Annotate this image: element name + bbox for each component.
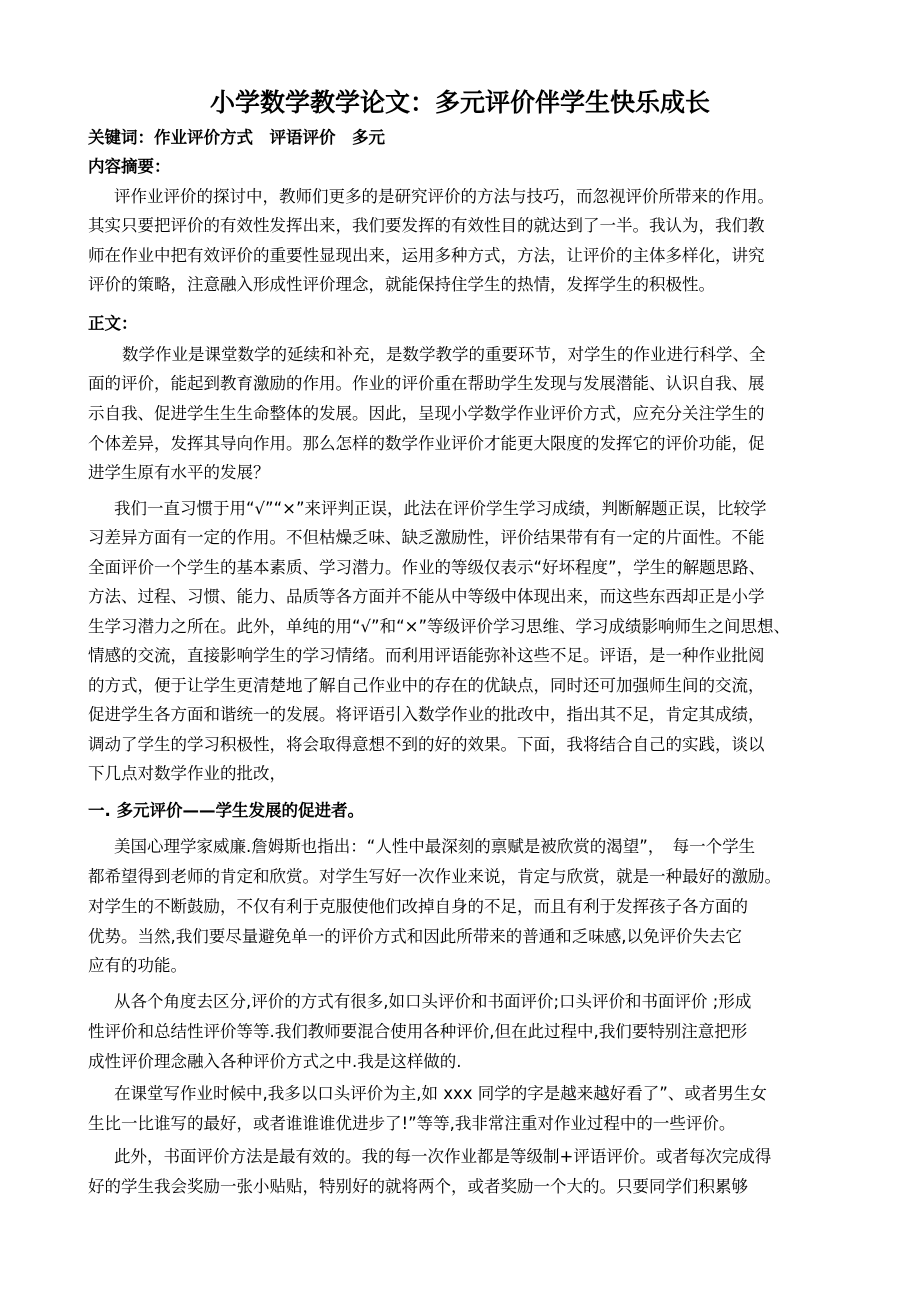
paragraph-line: 调动了学生的学习积极性，将会取得意想不到的好的效果。下面，我将结合自己的实践，谈以 bbox=[88, 735, 765, 754]
paragraph-line: 成性评价理念融入各种评价方式之中.我是这样做的. bbox=[88, 1052, 462, 1071]
paragraph-line: 全面评价一个学生的基本素质、学习潜力。作业的等级仅表示“好坏程度”，学生的解题思路、 bbox=[88, 558, 766, 577]
abstract-line: 评作业评价的探讨中，教师们更多的是研究评价的方法与技巧，而忽视评价所带来的作用。 bbox=[114, 187, 774, 206]
paragraph-line: 美国心理学家威廉.詹姆斯也指出：“人性中最深刻的禀赋是被欣赏的渴望”， 每一个学生 bbox=[114, 837, 756, 856]
paragraph-line: 数学作业是课堂数学的延续和补充，是数学教学的重要环节，对学生的作业进行科学、全 bbox=[122, 345, 766, 364]
paragraph-line: 个体差异，发挥其导向作用。那么怎样的数学作业评价才能更大限度的发挥它的评价功能，促 bbox=[88, 434, 765, 453]
keywords-line: 关键词：作业评价方式 评语评价 多元 bbox=[88, 128, 385, 147]
paragraph-line: 的方式，便于让学生更清楚地了解自己作业中的存在的优缺点，同时还可加强师生间的交流， bbox=[88, 676, 765, 695]
paragraph-line: 示自我、促进学生生生命整体的发展。因此，呈现小学数学作业评价方式，应充分关注学生的 bbox=[88, 404, 765, 423]
paragraph-line: 进学生原有水平的发展？ bbox=[88, 463, 270, 482]
paragraph-line: 促进学生各方面和谐统一的发展。将评语引入数学作业的批改中，指出其不足，肯定其成绩， bbox=[88, 705, 765, 724]
paragraph-line: 生比一比谁写的最好，或者谁谁谁优进步了!”等等,我非常注重对作业过程中的一些评价。 bbox=[88, 1114, 736, 1133]
paragraph-line: 此外，书面评价方法是最有效的。我的每一次作业都是等级制+评语评价。或者每次完成得 bbox=[114, 1147, 772, 1166]
paragraph-line: 性评价和总结性评价等等.我们教师要混合使用各种评价,但在此过程中,我们要特别注意把形 bbox=[88, 1022, 748, 1041]
paragraph-line: 在课堂写作业时候中,我多以口头评价为主,如 xxx 同学的字是越来越好看了”、或者男生女 bbox=[114, 1084, 767, 1103]
abstract-line: 其实只要把评价的有效性发挥出来，我们要发挥的有效性目的就达到了一半。我认为，我们教 bbox=[88, 216, 765, 235]
abstract-heading: 内容摘要： bbox=[88, 157, 171, 176]
body-heading: 正文： bbox=[88, 314, 138, 333]
paragraph-line: 我们一直习惯于用“√”“×”来评判正误，此法在评价学生学习成绩，判断解题正误，比较学 bbox=[114, 499, 767, 518]
paragraph-line: 都希望得到老师的肯定和欣赏。对学生写好一次作业来说，肯定与欣赏，就是一种最好的激励。 bbox=[88, 867, 781, 886]
section-heading: 一. 多元评价——学生发展的促进者。 bbox=[88, 801, 365, 820]
paragraph-line: 应有的功能。 bbox=[88, 956, 187, 975]
paragraph-line: 下几点对数学作业的批改， bbox=[88, 764, 286, 783]
paragraph-line: 习差异方面有一定的作用。不但枯燥乏味、缺乏激励性，评价结果带有有一定的片面性。不能 bbox=[88, 528, 765, 547]
paragraph-line: 好的学生我会奖励一张小贴贴，特别好的就将两个，或者奖励一个大的。只要同学们积累够 bbox=[88, 1177, 748, 1196]
paragraph-line: 情感的交流，直接影响学生的学习情绪。而利用评语能弥补这些不足。评语，是一种作业批阅 bbox=[88, 646, 765, 665]
paragraph-line: 生学习潜力之所在。此外，单纯的用“√”和“×”等级评价学习思维、学习成绩影响师生之间思想、 bbox=[88, 617, 791, 636]
paragraph-line: 面的评价，能起到教育激励的作用。作业的评价重在帮助学生发现与发展潜能、认识自我、展 bbox=[88, 374, 765, 393]
document-title: 小学数学教学论文：多元评价伴学生快乐成长 bbox=[209, 88, 710, 117]
abstract-line: 师在作业中把有效评价的重要性显现出来，运用多种方式，方法，让评价的主体多样化，讲究 bbox=[88, 246, 765, 265]
paragraph-line: 方法、过程、习惯、能力、品质等各方面并不能从中等级中体现出来，而这些东西却正是小学 bbox=[88, 587, 765, 606]
abstract-line: 评价的策略，注意融入形成性评价理念，就能保持住学生的热情，发挥学生的积极性。 bbox=[88, 275, 715, 294]
paragraph-line: 优势。当然,我们要尽量避免单一的评价方式和因此所带来的普通和乏味感,以免评价失去它 bbox=[88, 927, 742, 946]
paragraph-line: 对学生的不断鼓励，不仅有利于克服使他们改掉自身的不足，而且有利于发挥孩子各方面的 bbox=[88, 897, 748, 916]
paragraph-line: 从各个角度去区分,评价的方式有很多,如口头评价和书面评价;口头评价和书面评价 ;形成 bbox=[114, 992, 752, 1011]
